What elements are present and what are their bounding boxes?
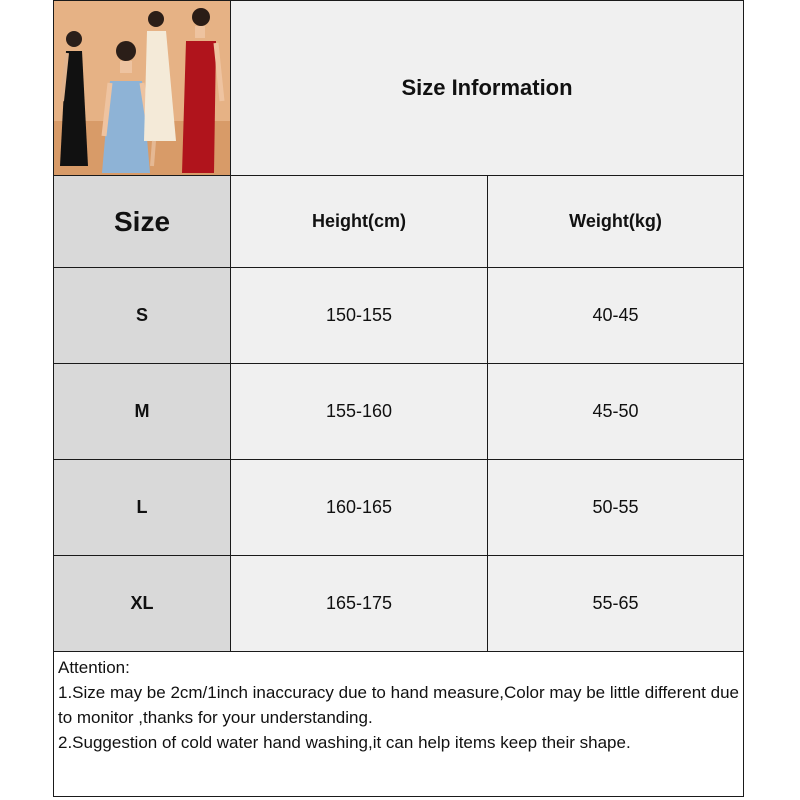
size-chart [53,0,744,797]
table-row [54,268,743,364]
models-illustration [54,1,231,176]
size-cell: S [54,268,231,363]
attention-notes [54,652,743,758]
table-row [54,460,743,556]
size-cell: M [54,364,231,459]
notes-line-2: 2.Suggestion of cold water hand washing,it can help items keep their shape. [58,733,631,752]
height-cell: 155-160 [231,364,488,459]
header-size: Size [54,176,231,267]
product-photo [54,1,231,176]
height-cell: 160-165 [231,460,488,555]
table-row [54,556,743,652]
height-cell: 165-175 [231,556,488,651]
height-cell: 150-155 [231,268,488,363]
weight-cell: 50-55 [488,460,743,555]
weight-cell: 40-45 [488,268,743,363]
weight-cell: 55-65 [488,556,743,651]
header-height: Height(cm) [231,176,488,267]
table-header-row [54,176,743,268]
size-cell: XL [54,556,231,651]
size-table [54,176,743,652]
chart-title: Size Information [401,75,573,100]
weight-cell: 45-50 [488,364,743,459]
header-weight: Weight(kg) [488,176,743,267]
table-row [54,364,743,460]
notes-heading: Attention: [58,658,130,677]
notes-line-1: 1.Size may be 2cm/1inch inaccuracy due to hand measure,Color may be little different due to monitor ,thanks for your understanding. [58,683,739,727]
title-cell [231,1,743,176]
size-cell: L [54,460,231,555]
